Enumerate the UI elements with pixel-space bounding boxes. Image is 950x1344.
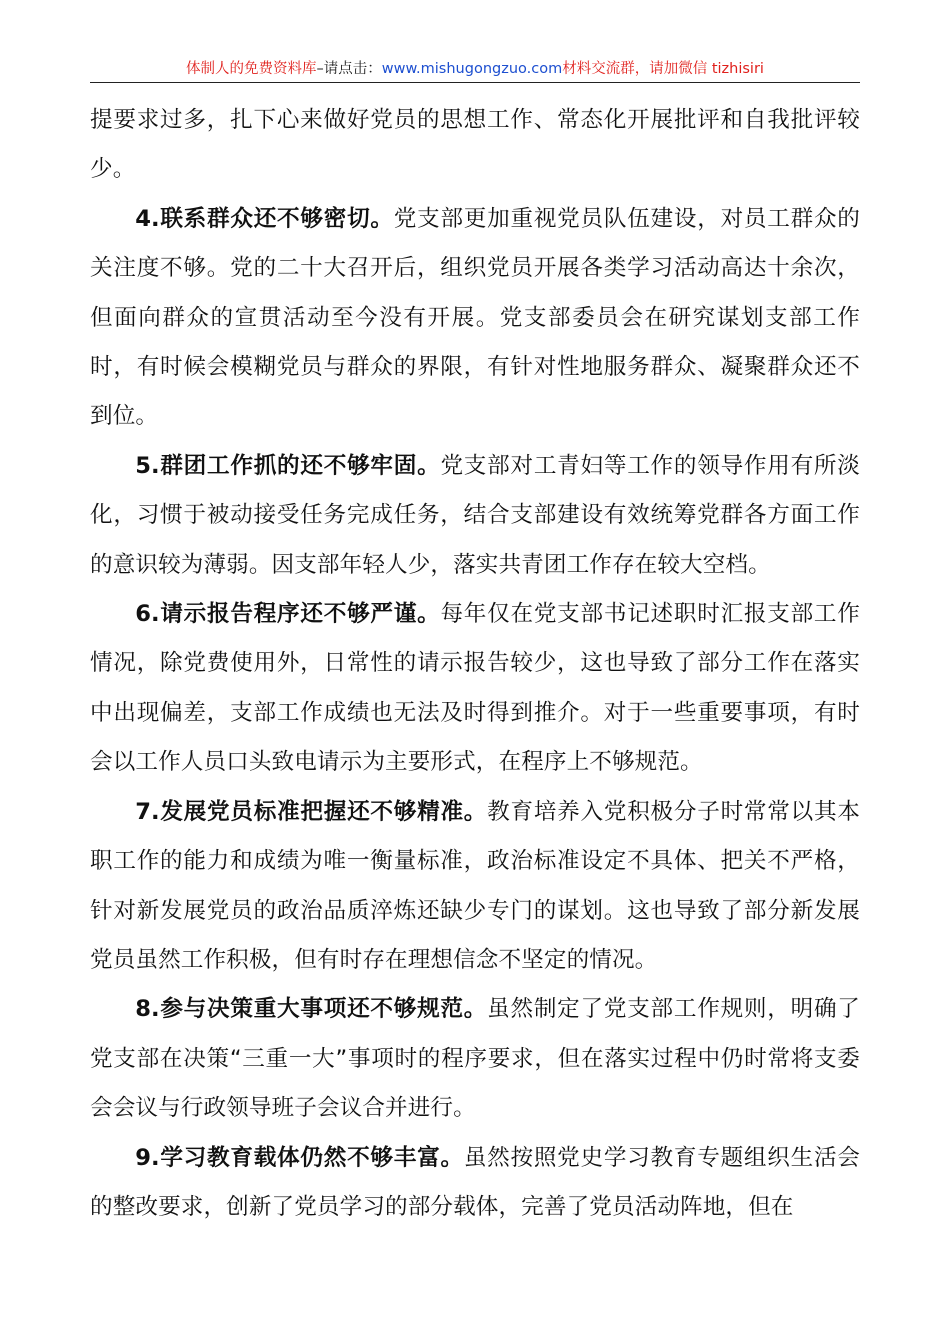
paragraph-heading: 9.学习教育载体仍然不够丰富。 <box>135 1144 464 1171</box>
header-url-link[interactable]: www.mishugongzuo.com <box>381 61 563 77</box>
paragraph-text: 提要求过多，扎下心来做好党员的思想工作、常态化开展批评和自我批评较少。 <box>90 107 860 183</box>
page-header <box>90 56 860 83</box>
paragraph-text: 党支部更加重视党员队伍建设，对员工群众的关注度不够。党的二十大召开后，组织党员开展各类学习活动高达十余次，但面向群众的宣贯活动至今没有开展。党支部委员会在研究谋划支部工作时，有时候会模糊党员与群众的界限，有针对性地服务群众、凝聚群众还不到位。 <box>90 205 860 430</box>
paragraph-item-9 <box>90 1134 860 1233</box>
paragraph-heading: 6.请示报告程序还不够严谨。 <box>135 601 441 628</box>
paragraph-item-8 <box>90 985 860 1133</box>
header-site-name: 体制人的免费资料库 <box>186 61 317 77</box>
paragraph-heading: 5.群团工作抓的还不够牢固。 <box>135 452 441 479</box>
paragraph-text: 每年仅在党支部书记述职时汇报支部工作情况，除党费使用外，日常性的请示报告较少，这也导致了部分工作在落实中出现偏差，支部工作成绩也无法及时得到推介。对于一些重要事项，有时会以工作人员口头致电请示为主要形式，在程序上不够规范。 <box>90 601 860 776</box>
paragraph-heading: 4.联系群众还不够密切。 <box>135 205 394 232</box>
header-click-prompt: –请点击： <box>316 61 382 77</box>
paragraph-text: 党支部对工青妇等工作的领导作用有所淡化，习惯于被动接受任务完成任务，结合支部建设有效统筹党群各方面工作的意识较为薄弱。因支部年轻人少，落实共青团工作存在较大空档。 <box>90 452 860 578</box>
paragraph-text: 虽然制定了党支部工作规则，明确了党支部在决策“三重一大”事项时的程序要求，但在落实过程中仍时常将支委会会议与行政领导班子会议合并进行。 <box>90 996 860 1122</box>
paragraph-text: 虽然按照党史学习教育专题组织生活会的整改要求，创新了党员学习的部分载体，完善了党员活动阵地，但在 <box>90 1144 860 1220</box>
header-wechat-note: 材料交流群，请加微信 tizhisiri <box>562 61 764 77</box>
paragraph-heading: 7.发展党员标准把握还不够精准。 <box>135 798 488 825</box>
paragraph-item-5 <box>90 442 860 590</box>
document-body <box>90 96 860 1232</box>
paragraph-text: 教育培养入党积极分子时常常以其本职工作的能力和成绩为唯一衡量标准，政治标准设定不具体、把关不严格，针对新发展党员的政治品质淬炼还缺少专门的谋划。这也导致了部分新发展党员虽然工作积极，但有时存在理想信念不坚定的情况。 <box>90 798 860 973</box>
paragraph-item-4 <box>90 195 860 442</box>
paragraph-heading: 8.参与决策重大事项还不够规范。 <box>135 996 488 1023</box>
paragraph-item-7 <box>90 788 860 986</box>
paragraph-continuation <box>90 96 860 195</box>
paragraph-item-6 <box>90 590 860 788</box>
